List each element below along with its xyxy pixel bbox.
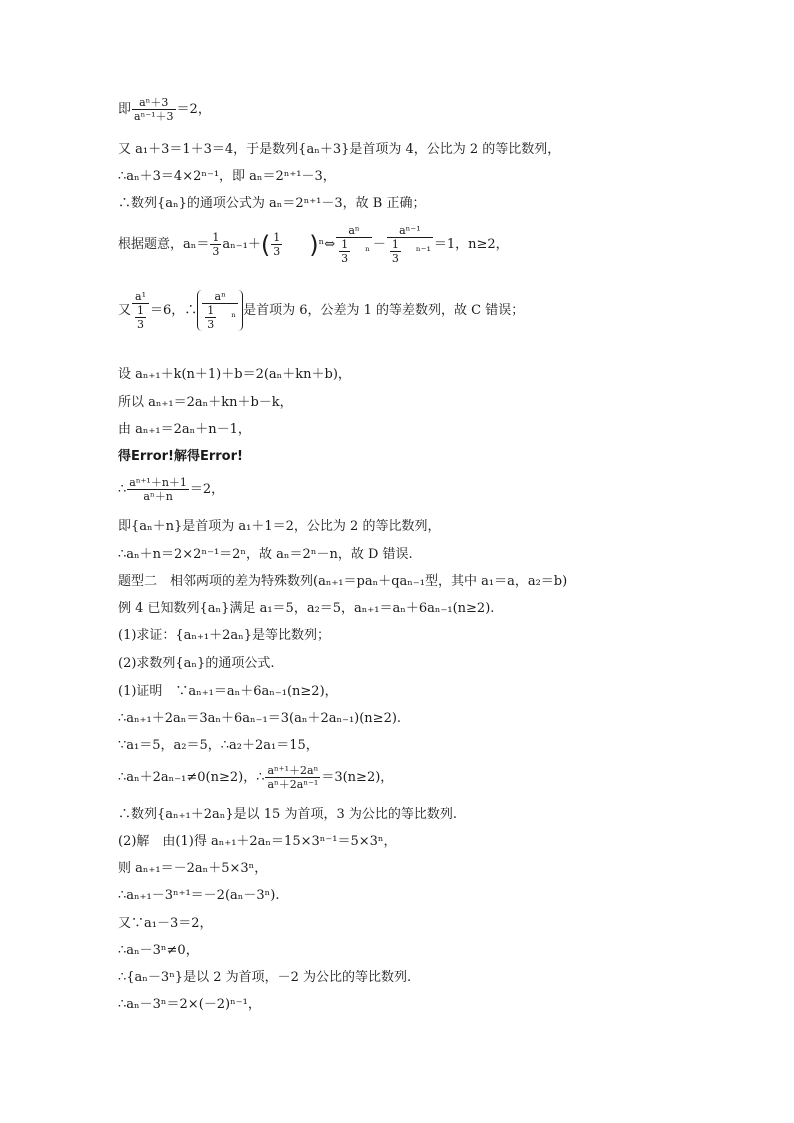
fraction (132, 96, 176, 123)
example-4-statement: 例 4 已知数列{aₙ}满足 a₁＝5，a₂＝5，aₙ₊₁＝aₙ＋6aₙ₋₁(n≥2). (118, 601, 495, 616)
text: 又 (118, 303, 132, 318)
inner-fraction (135, 304, 146, 331)
numerator: aⁿ⁺¹＋n＋1 (129, 476, 187, 489)
line-23: (2)解 由(1)得 aₙ₊₁＋2aₙ＝15×3ⁿ⁻¹＝5×3ⁿ， (118, 834, 397, 849)
line-22: ∴数列{aₙ₊₁＋2aₙ}是以 15 为首项，3 为公比的等比数列. (118, 807, 457, 822)
inner-fraction (339, 238, 350, 265)
fraction (265, 764, 320, 791)
numerator: aⁿ (336, 224, 372, 238)
denominator (387, 238, 433, 265)
denominator: 3 (341, 252, 349, 265)
numerator: 1 (341, 238, 349, 251)
fraction (336, 224, 372, 265)
text: ⁿ⇔ (318, 237, 336, 252)
numerator: 1 (207, 304, 215, 317)
denominator (202, 304, 238, 331)
fraction (132, 290, 149, 331)
numerator: aⁿ⁻¹ (387, 224, 433, 238)
denominator: 3 (273, 245, 281, 258)
line-28: ∴{aₙ－3ⁿ}是以 2 为首项，－2 为公比的等比数列. (118, 970, 412, 985)
text: 是首项为 6，公差为 1 的等差数列，故 C 错误； (243, 303, 525, 318)
numerator: aⁿ＋3 (132, 96, 176, 110)
text: ＝6，∴ (150, 303, 198, 318)
numerator: 1 (391, 238, 399, 251)
exponent: ⁿ (231, 310, 237, 324)
line-1 (118, 96, 678, 123)
text: ＝2， (189, 482, 225, 497)
line-27: ∴aₙ－3ⁿ≠0， (118, 943, 199, 958)
denominator: aⁿ＋n (143, 490, 173, 503)
text: ＝2， (176, 102, 211, 117)
fraction (387, 224, 433, 265)
right-paren: ) (309, 230, 319, 259)
numerator: aⁿ (202, 290, 238, 304)
text: ＝1，n≥2， (433, 237, 509, 252)
line-29: ∴aₙ－3ⁿ＝2×(－2)ⁿ⁻¹， (118, 997, 261, 1012)
denominator: 3 (137, 318, 145, 331)
text: ∴aₙ＋2aₙ₋₁≠0(n≥2)，∴ (118, 770, 265, 785)
line-7: 设 aₙ₊₁＋k(n＋1)＋b＝2(aₙ＋kn＋b)， (118, 367, 351, 382)
sequence-brace (197, 290, 243, 331)
text: 根据题意，aₙ＝ (118, 237, 210, 252)
denominator (132, 304, 149, 331)
line-12: 即{aₙ＋n}是首项为 a₁＋1＝2，公比为 2 的等比数列， (118, 519, 441, 534)
line-9: 由 aₙ₊₁＝2aₙ＋n－1， (118, 422, 251, 437)
text: ∴ (118, 482, 127, 497)
line-19: ∴aₙ₊₁＋2aₙ＝3aₙ＋6aₙ₋₁＝3(aₙ＋2aₙ₋₁)(n≥2). (118, 711, 402, 726)
fraction (202, 290, 238, 331)
line-8: 所以 aₙ₊₁＝2aₙ＋kn＋b－k， (118, 395, 293, 410)
denominator (336, 238, 372, 265)
line-25: ∴aₙ₊₁－3ⁿ⁺¹＝－2(aₙ－3ⁿ). (118, 888, 280, 903)
line-20: ∵a₁＝5，a₂＝5，∴a₂＋2a₁＝15， (118, 738, 319, 753)
text: aₙ₋₁＋ (222, 237, 261, 252)
line-24: 则 aₙ₊₁＝－2aₙ＋5×3ⁿ， (118, 861, 268, 876)
exponent: ⁿ (365, 244, 370, 258)
inner-fraction (390, 238, 401, 265)
exponent: ⁿ⁻¹ (415, 244, 431, 258)
denominator: 3 (212, 245, 220, 258)
numerator: 1 (273, 231, 281, 244)
line-4: ∴数列{aₙ}的通项公式为 aₙ＝2ⁿ⁺¹－3，故 B 正确； (118, 196, 426, 211)
line-10-error: 得Error!解得Error! (118, 449, 243, 464)
fraction (271, 231, 282, 258)
line-16: (1)求证：{aₙ₊₁＋2aₙ}是等比数列； (118, 628, 331, 643)
text: － (372, 237, 386, 252)
line-21 (118, 764, 678, 791)
fraction (127, 476, 189, 503)
line-17: (2)求数列{aₙ}的通项公式. (118, 656, 275, 671)
section-heading: 题型二 相邻两项的差为特殊数列(aₙ₊₁＝paₙ＋qaₙ₋₁型，其中 a₁＝a，a₂＝b) (118, 574, 568, 589)
denominator: 3 (391, 252, 399, 265)
numerator: aⁿ⁺¹＋2aⁿ (267, 764, 319, 777)
line-5 (118, 224, 678, 265)
denominator: aⁿ＋2aⁿ⁻¹ (267, 778, 319, 791)
fraction (210, 231, 221, 258)
numerator: 1 (137, 304, 145, 317)
line-26: 又∵a₁－3＝2， (118, 916, 213, 931)
numerator: 1 (212, 231, 220, 244)
denominator: aⁿ⁻¹＋3 (134, 110, 174, 123)
line-3: ∴aₙ＋3＝4×2ⁿ⁻¹，即 aₙ＝2ⁿ⁺¹－3， (118, 169, 336, 184)
inner-fraction (205, 304, 216, 331)
text: ＝3(n≥2)， (321, 770, 394, 785)
text: 即 (118, 102, 132, 117)
line-11 (118, 476, 678, 503)
line-13: ∴aₙ＋n＝2×2ⁿ⁻¹＝2ⁿ，故 aₙ＝2ⁿ－n，故 D 错误. (118, 547, 413, 562)
numerator: a¹ (132, 290, 149, 304)
left-paren: ( (260, 230, 271, 259)
denominator: 3 (207, 318, 215, 331)
line-18: (1)证明 ∵aₙ₊₁＝aₙ＋6aₙ₋₁(n≥2)， (118, 684, 338, 699)
line-2: 又 a₁＋3＝1＋3＝4，于是数列{aₙ＋3}是首项为 4，公比为 2 的等比数列， (118, 142, 561, 157)
line-6 (118, 290, 678, 331)
